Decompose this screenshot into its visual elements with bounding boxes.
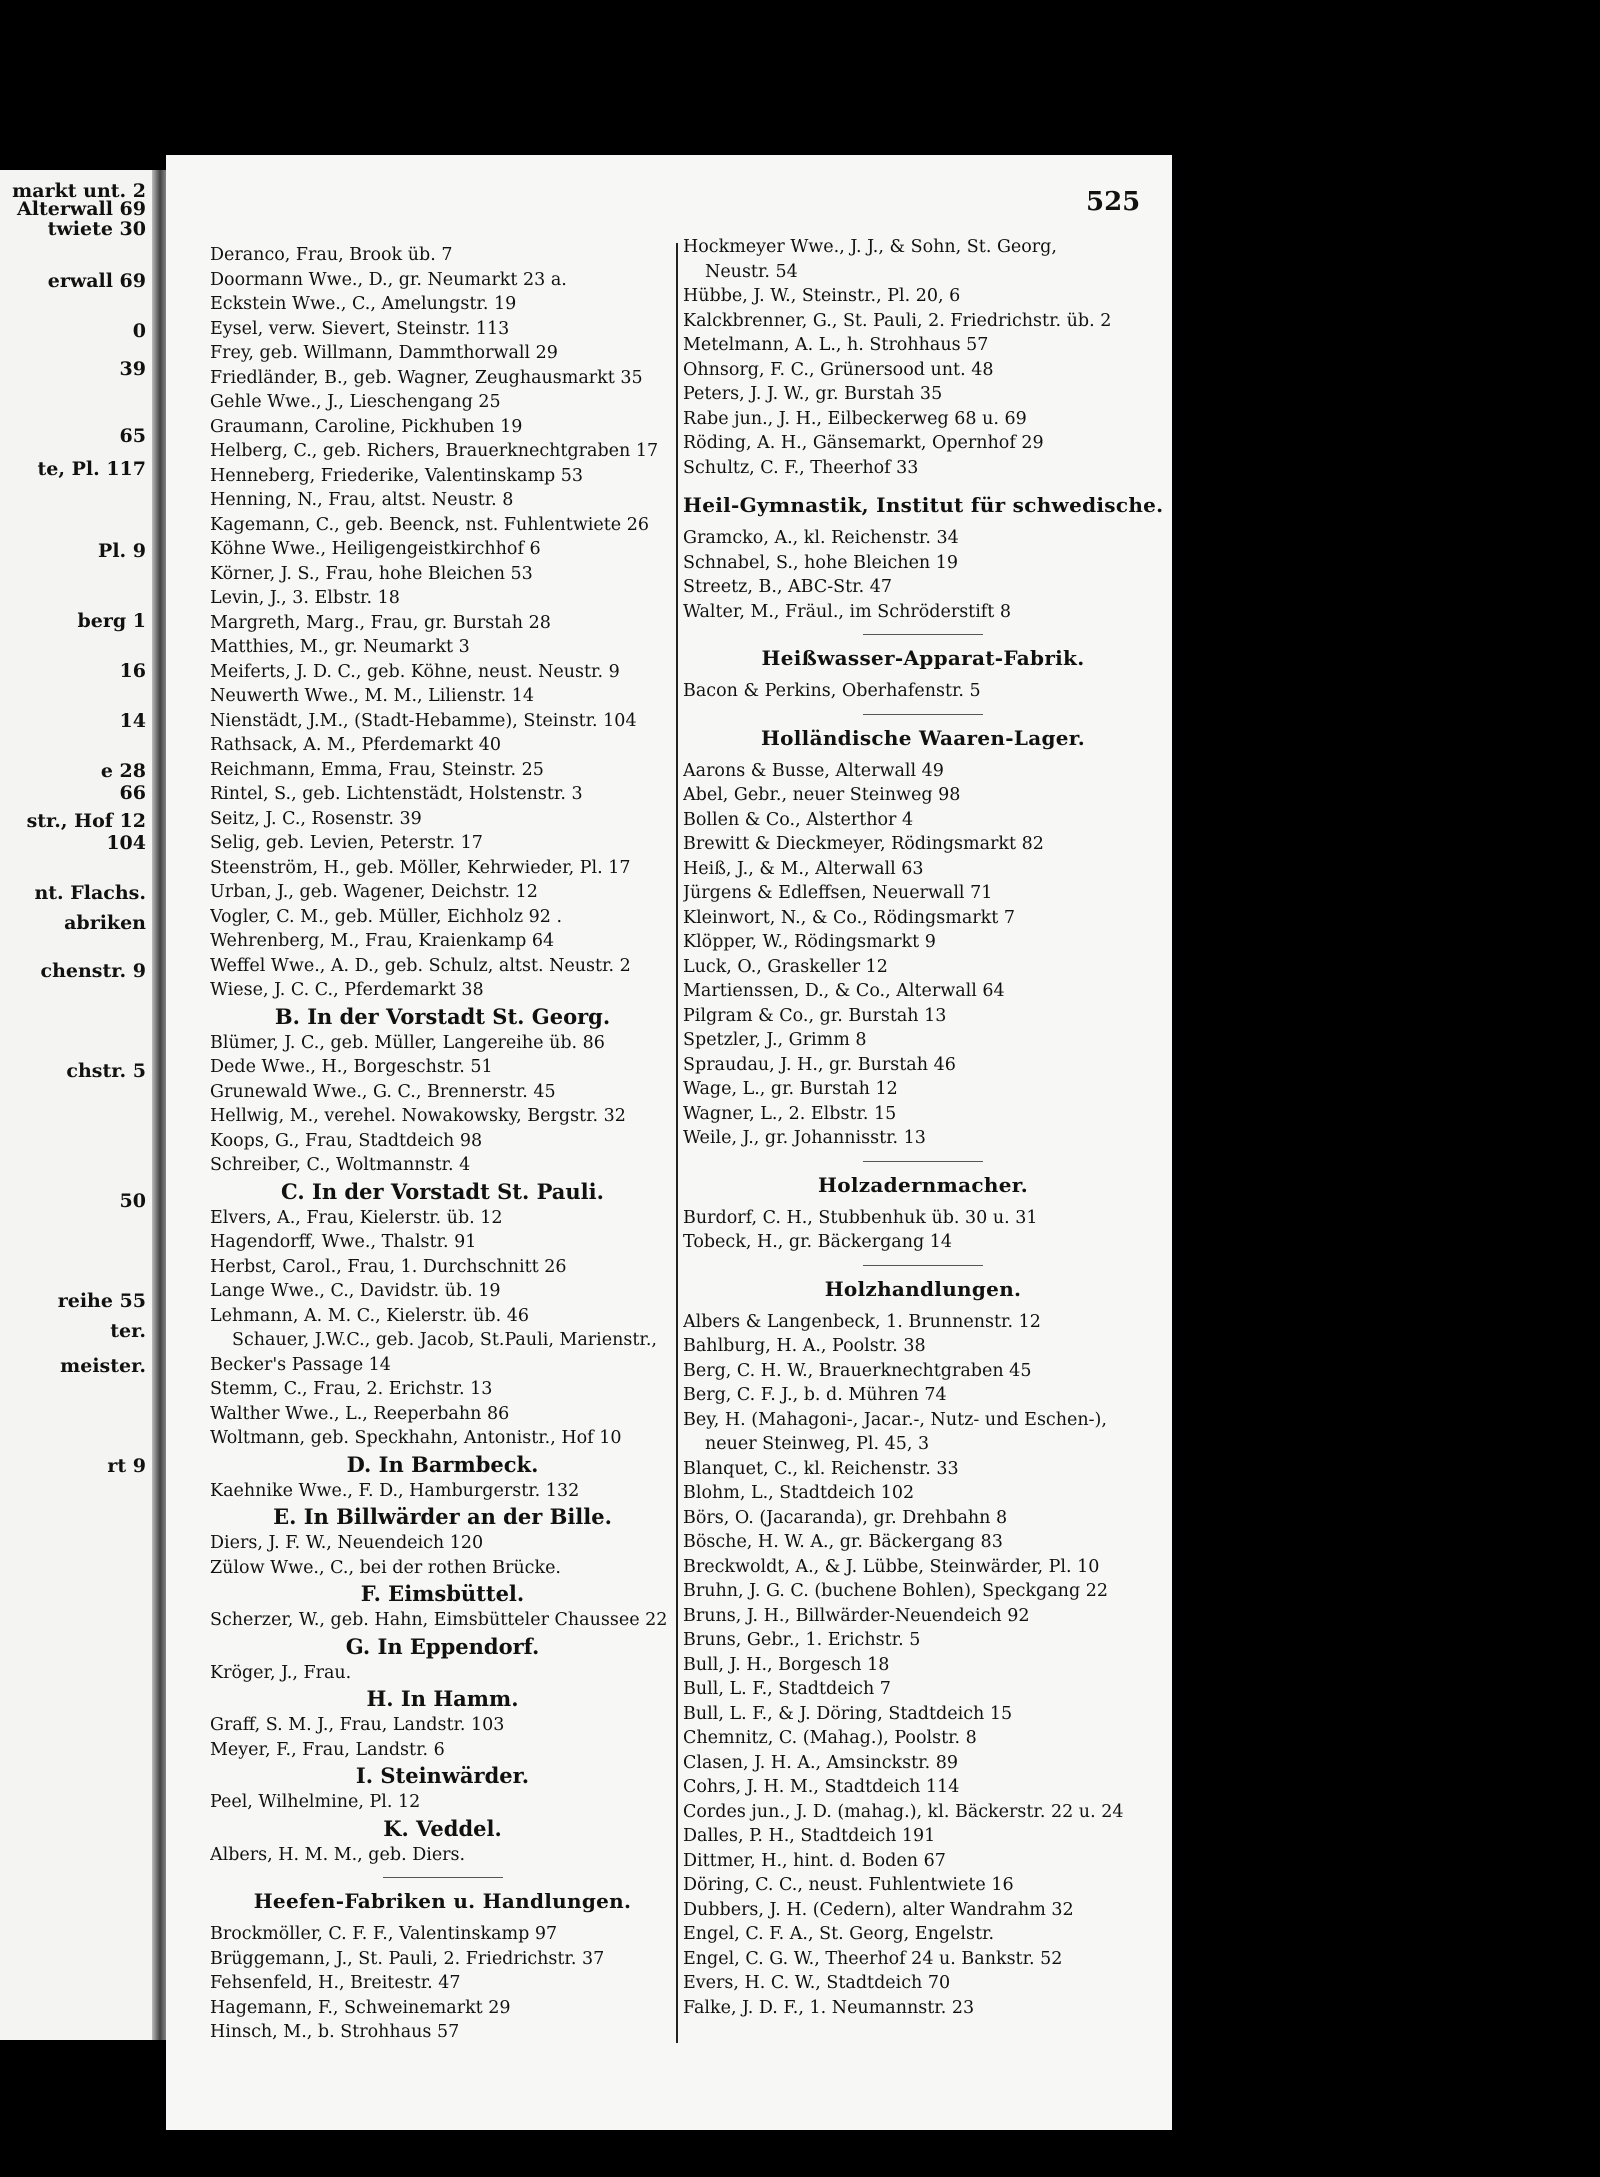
directory-entry: Elvers, A., Frau, Kielerstr. üb. 12 [210,1207,503,1228]
directory-entry: Martienssen, D., & Co., Alterwall 64 [683,981,1005,1001]
directory-entry: Clasen, J. H. A., Amsinckstr. 89 [683,1752,958,1773]
section-k-heading: K. Veddel. [383,1815,502,1841]
directory-entry: Dittmer, H., hint. d. Boden 67 [683,1850,946,1871]
directory-entry: Neuwerth Wwe., M. M., Lilienstr. 14 [210,686,535,706]
section-f-heading: F. Eimsbüttel. [360,1581,525,1606]
directory-entry: Spetzler, J., Grimm 8 [683,1030,867,1050]
directory-entry: Eckstein Wwe., C., Amelungstr. 19 [210,294,517,314]
entries-hollaendische [683,759,1163,1151]
directory-entry: Metelmann, A. L., h. Strohhaus 57 [683,335,989,355]
directory-entry: Zülow Wwe., C., bei der rothen Brücke. [210,1557,561,1578]
directory-entry: Neustr. 54 [705,261,798,282]
section-g-heading: G. In Eppendorf. [345,1633,540,1659]
left-page-fragment: abriken [64,912,146,934]
entries-top [683,235,1163,480]
directory-entry: Dubbers, J. H. (Cedern), alter Wandrahm 32 [683,1899,1074,1920]
directory-entry: Deranco, Frau, Brook üb. 7 [210,245,453,265]
directory-entry: Kalckbrenner, G., St. Pauli, 2. Friedrichstr. üb. 2 [683,310,1112,331]
entries-g [210,1661,675,1686]
directory-entry: Dalles, P. H., Stadtdeich 191 [683,1826,936,1846]
directory-entry: Nienstädt, J.M., (Stadt-Hebamme), Steinstr. 104 [210,710,637,731]
left-column [210,243,675,2045]
directory-entry: Bruns, J. H., Billwärder-Neuendeich 92 [683,1605,1030,1626]
directory-entry: Hagendorff, Wwe., Thalstr. 91 [210,1232,477,1252]
section-rule [863,1161,983,1162]
directory-entry: Meyer, F., Frau, Landstr. 6 [210,1739,445,1760]
directory-entry: Falke, J. D. F., 1. Neumannstr. 23 [683,1997,975,2018]
directory-entry: Körner, J. S., Frau, hohe Bleichen 53 [210,563,533,584]
directory-entry: Woltmann, geb. Speckhahn, Antonistr., Hof 10 [210,1428,622,1448]
entries-a [210,243,675,1003]
directory-entry: Meiferts, J. D. C., geb. Köhne, neust. Neustr. 9 [210,661,620,682]
entries-holzader [683,1206,1163,1255]
directory-entry: neuer Steinweg, Pl. 45, 3 [705,1434,930,1454]
left-page-fragment: rt 9 [107,1455,146,1477]
directory-entry: Helberg, C., geb. Richers, Brauerknechtgraben 17 [210,441,659,461]
section-rule [863,714,983,715]
directory-entry: Hockmeyer Wwe., J. J., & Sohn, St. Georg, [683,237,1057,257]
directory-page [166,155,1172,2130]
left-page-fragment: 66 [119,782,146,804]
section-d-heading: D. In Barmbeck. [346,1451,539,1477]
directory-entry: Berg, C. H. W., Brauerknechtgraben 45 [683,1360,1032,1381]
directory-entry: Köhne Wwe., Heiligengeistkirchhof 6 [210,539,541,559]
column-divider [676,243,678,2043]
directory-entry: Graumann, Caroline, Pickhuben 19 [210,416,523,437]
directory-entry: Bruns, Gebr., 1. Erichstr. 5 [683,1630,921,1650]
directory-entry: Burdorf, C. H., Stubbenhuk üb. 30 u. 31 [683,1207,1038,1228]
directory-entry: Engel, C. G. W., Theerhof 24 u. Bankstr. 52 [683,1948,1063,1969]
directory-entry: Engel, C. F. A., St. Georg, Engelstr. [683,1924,995,1944]
left-page-fragment: te, Pl. 117 [37,458,146,480]
directory-entry: Steenström, H., geb. Möller, Kehrwieder, Pl. 17 [210,857,631,878]
directory-entry: Blümer, J. C., geb. Müller, Langereihe üb. 86 [210,1032,605,1053]
section-h-heading: H. In Hamm. [366,1686,519,1711]
directory-entry: Pilgram & Co., gr. Burstah 13 [683,1005,947,1026]
directory-entry: Margreth, Marg., Frau, gr. Burstah 28 [210,612,551,633]
left-page-fragment: 65 [119,425,146,447]
left-page-fragment: 104 [106,832,146,854]
directory-entry: Wage, L., gr. Burstah 12 [683,1079,898,1099]
directory-entry: Peel, Wilhelmine, Pl. 12 [210,1792,421,1812]
section-b-heading: B. In der Vorstadt St. Georg. [274,1003,611,1029]
directory-entry: Albers & Langenbeck, 1. Brunnenstr. 12 [683,1311,1041,1332]
section-rule [863,1265,983,1266]
directory-entry: Doormann Wwe., D., gr. Neumarkt 23 a. [210,269,567,290]
entries-b [210,1031,675,1178]
directory-entry: Stemm, C., Frau, 2. Erichstr. 13 [210,1379,493,1399]
section-e-heading: E. In Billwärder an der Bille. [273,1504,612,1529]
left-page-fragment: chstr. 5 [66,1060,146,1082]
entries-heilgymnastik [683,526,1163,624]
directory-entry: Spraudau, J. H., gr. Burstah 46 [683,1054,956,1075]
directory-entry: Blohm, L., Stadtdeich 102 [683,1483,915,1503]
left-page-fragment: erwall 69 [47,270,146,292]
directory-entry: Lehmann, A. M. C., Kielerstr. üb. 46 [210,1305,529,1326]
left-page-fragment: markt unt. 2 [12,180,146,202]
right-column [683,235,1163,2020]
directory-entry: Bull, J. H., Borgesch 18 [683,1654,890,1675]
directory-entry: Koops, G., Frau, Stadtdeich 98 [210,1130,483,1151]
directory-entry: Albers, H. M. M., geb. Diers. [210,1844,466,1865]
directory-entry: Börs, O. (Jacaranda), gr. Drehbahn 8 [683,1507,1008,1528]
left-page-edge [0,170,152,2040]
directory-entry: Abel, Gebr., neuer Steinweg 98 [683,785,961,805]
directory-entry: Röding, A. H., Gänsemarkt, Opernhof 29 [683,433,1044,453]
directory-entry: Brockmöller, C. F. F., Valentinskamp 97 [210,1924,558,1944]
directory-entry: Walther Wwe., L., Reeperbahn 86 [210,1403,510,1424]
section-i-heading: I. Steinwärder. [355,1763,530,1788]
entries-h [210,1713,675,1762]
directory-entry: Selig, geb. Levien, Peterstr. 17 [210,833,483,853]
directory-entry: Blanquet, C., kl. Reichenstr. 33 [683,1458,959,1479]
directory-entry: Kröger, J., Frau. [210,1662,352,1683]
section-rule [863,634,983,635]
directory-entry: Wiese, J. C. C., Pferdemarkt 38 [210,980,484,1000]
left-page-fragment: reihe 55 [57,1290,146,1312]
directory-entry: Döring, C. C., neust. Fuhlentwiete 16 [683,1875,1014,1895]
directory-entry: Schreiber, C., Woltmannstr. 4 [210,1155,471,1175]
directory-entry: Bösche, H. W. A., gr. Bäckergang 83 [683,1532,1003,1552]
entries-heisswasser [683,679,1163,704]
directory-entry: Tobeck, H., gr. Bäckergang 14 [683,1232,953,1252]
entries-k [210,1843,675,1868]
left-page-fragment: twiete 30 [47,218,146,240]
directory-entry: Henning, N., Frau, altst. Neustr. 8 [210,490,514,510]
directory-entry: Fehsenfeld, H., Breitestr. 47 [210,1973,461,1993]
left-page-fragment: Pl. 9 [98,540,146,562]
directory-entry: Herbst, Carol., Frau, 1. Durchschnitt 26 [210,1256,567,1277]
left-page-fragment: meister. [60,1355,146,1377]
heefen-heading: Heefen-Fabriken u. Handlungen. [253,1889,632,1913]
directory-entry: Scherzer, W., geb. Hahn, Eimsbütteler Chaussee 22 [210,1610,668,1630]
directory-entry: Brewitt & Dieckmeyer, Rödingsmarkt 82 [683,834,1044,854]
left-page-fragment: ter. [110,1320,146,1342]
directory-entry: Heiß, J., & M., Alterwall 63 [683,858,924,879]
directory-entry: Bahlburg, H. A., Poolstr. 38 [683,1336,926,1356]
left-page-fragment: chenstr. 9 [40,960,146,982]
entries-c [210,1206,675,1451]
directory-entry: Hübbe, J. W., Steinstr., Pl. 20, 6 [683,286,961,306]
left-page-fragment: 50 [119,1190,146,1212]
directory-entry: Henneberg, Friederike, Valentinskamp 53 [210,465,584,486]
directory-entry: Jürgens & Edleffsen, Neuerwall 71 [683,883,993,903]
directory-entry: Bruhn, J. G. C. (buchene Bohlen), Speckgang 22 [683,1581,1108,1601]
directory-entry: Lange Wwe., C., Davidstr. üb. 19 [210,1281,501,1301]
directory-entry: Klöpper, W., Rödingsmarkt 9 [683,932,936,952]
hollaendische-heading: Holländische Waaren-Lager. [760,725,1086,750]
entries-heefen [210,1922,675,2045]
directory-entry: Luck, O., Graskeller 12 [683,956,888,977]
directory-entry: Reichmann, Emma, Frau, Steinstr. 25 [210,759,544,780]
left-page-fragment: 14 [119,710,146,732]
left-page-fragment: str., Hof 12 [26,810,146,832]
directory-entry: Hagemann, F., Schweinemarkt 29 [210,1997,511,2018]
directory-entry: Bull, L. F., & J. Döring, Stadtdeich 15 [683,1703,1013,1724]
heilgymnastik-heading: Heil-Gymnastik, Institut für schwedische. [683,493,1164,517]
directory-entry: Ohnsorg, F. C., Grünersood unt. 48 [683,359,994,380]
directory-entry: Vogler, C. M., geb. Müller, Eichholz 92 . [210,906,563,927]
directory-entry: Kleinwort, N., & Co., Rödingsmarkt 7 [683,907,1015,928]
directory-entry: Chemnitz, C. (Mahag.), Poolstr. 8 [683,1728,977,1748]
directory-entry: Urban, J., geb. Wagener, Deichstr. 12 [210,882,538,902]
directory-entry: Kagemann, C., geb. Beenck, nst. Fuhlentwiete 26 [210,514,649,535]
left-page-fragment: e 28 [100,760,146,782]
left-page-fragment: 16 [119,660,146,682]
directory-entry: Levin, J., 3. Elbstr. 18 [210,588,400,608]
directory-entry: Gramcko, A., kl. Reichenstr. 34 [683,528,959,548]
left-page-fragment: nt. Flachs. [34,882,146,904]
holzader-heading: Holzadernmacher. [818,1172,1028,1197]
directory-entry: Cohrs, J. H. M., Stadtdeich 114 [683,1777,960,1797]
directory-entry: Seitz, J. C., Rosenstr. 39 [210,808,422,829]
left-page-fragment: 39 [119,358,146,380]
directory-entry: Streetz, B., ABC-Str. 47 [683,577,893,597]
heisswasser-heading: Heißwasser-Apparat-Fabrik. [761,646,1085,670]
directory-entry: Friedländer, B., geb. Wagner, Zeughausmarkt 35 [210,367,643,388]
entries-i [210,1790,675,1815]
directory-entry: Hinsch, M., b. Strohhaus 57 [210,2022,460,2042]
directory-entry: Becker's Passage 14 [210,1354,391,1375]
directory-entry: Evers, H. C. W., Stadtdeich 70 [683,1973,951,1993]
directory-entry: Rathsack, A. M., Pferdemarkt 40 [210,735,502,755]
directory-entry: Breckwoldt, A., & J. Lübbe, Steinwärder, Pl. 10 [683,1556,1100,1577]
directory-entry: Weile, J., gr. Johannisstr. 13 [683,1128,926,1148]
directory-entry: Berg, C. F. J., b. d. Mühren 74 [683,1385,947,1405]
section-rule [383,1877,503,1878]
page-number: 525 [1086,187,1141,217]
left-page-fragment: Alterwall 69 [17,198,146,220]
directory-entry: Bollen & Co., Alsterthor 4 [683,809,914,830]
directory-entry: Rintel, S., geb. Lichtenstädt, Holstenstr. 3 [210,784,583,804]
directory-entry: Aarons & Busse, Alterwall 49 [683,760,944,781]
directory-entry: Wehrenberg, M., Frau, Kraienkamp 64 [210,931,555,951]
directory-entry: Bey, H. (Mahagoni-, Jacar.-, Nutz- und Eschen-), [683,1409,1107,1430]
entries-e [210,1531,675,1580]
directory-entry: Matthies, M., gr. Neumarkt 3 [210,637,470,657]
left-page-fragment: 0 [132,320,146,342]
directory-entry: Frey, geb. Willmann, Dammthorwall 29 [210,343,558,363]
directory-entry: Brüggemann, J., St. Pauli, 2. Friedrichstr. 37 [210,1948,605,1969]
directory-entry: Bacon & Perkins, Oberhafenstr. 5 [683,681,981,701]
directory-entry: Bull, L. F., Stadtdeich 7 [683,1679,891,1699]
directory-entry: Rabe jun., J. H., Eilbeckerweg 68 u. 69 [683,408,1027,429]
directory-entry: Diers, J. F. W., Neuendeich 120 [210,1533,484,1553]
directory-entry: Walter, M., Fräul., im Schröderstift 8 [683,601,1012,622]
directory-entry: Dede Wwe., H., Borgeschstr. 51 [210,1057,493,1077]
directory-entry: Eysel, verw. Sievert, Steinstr. 113 [210,318,510,339]
directory-entry: Wagner, L., 2. Elbstr. 15 [683,1103,897,1124]
directory-entry: Weffel Wwe., A. D., geb. Schulz, altst. Neustr. 2 [210,955,631,976]
directory-entry: Graff, S. M. J., Frau, Landstr. 103 [210,1715,505,1735]
entries-f [210,1608,675,1633]
directory-entry: Peters, J. J. W., gr. Burstah 35 [683,384,943,404]
directory-entry: Grunewald Wwe., G. C., Brennerstr. 45 [210,1081,556,1102]
directory-entry: Cordes jun., J. D. (mahag.), kl. Bäckerstr. 22 u. 24 [683,1801,1124,1822]
entries-d [210,1479,675,1504]
directory-entry: Hellwig, M., verehel. Nowakowsky, Bergstr. 32 [210,1106,626,1126]
directory-entry: Kaehnike Wwe., F. D., Hamburgerstr. 132 [210,1480,580,1501]
directory-entry: Schnabel, S., hohe Bleichen 19 [683,552,959,573]
entries-holzhandlungen [683,1310,1163,2021]
left-page-fragment: berg 1 [77,610,146,632]
directory-entry: Schauer, J.W.C., geb. Jacob, St.Pauli, Marienstr., [232,1330,657,1350]
directory-entry: Schultz, C. F., Theerhof 33 [683,457,919,478]
directory-entry: Gehle Wwe., J., Lieschengang 25 [210,392,501,412]
holzhandlungen-heading: Holzhandlungen. [824,1276,1022,1301]
section-c-heading: C. In der Vorstadt St. Pauli. [281,1178,604,1204]
